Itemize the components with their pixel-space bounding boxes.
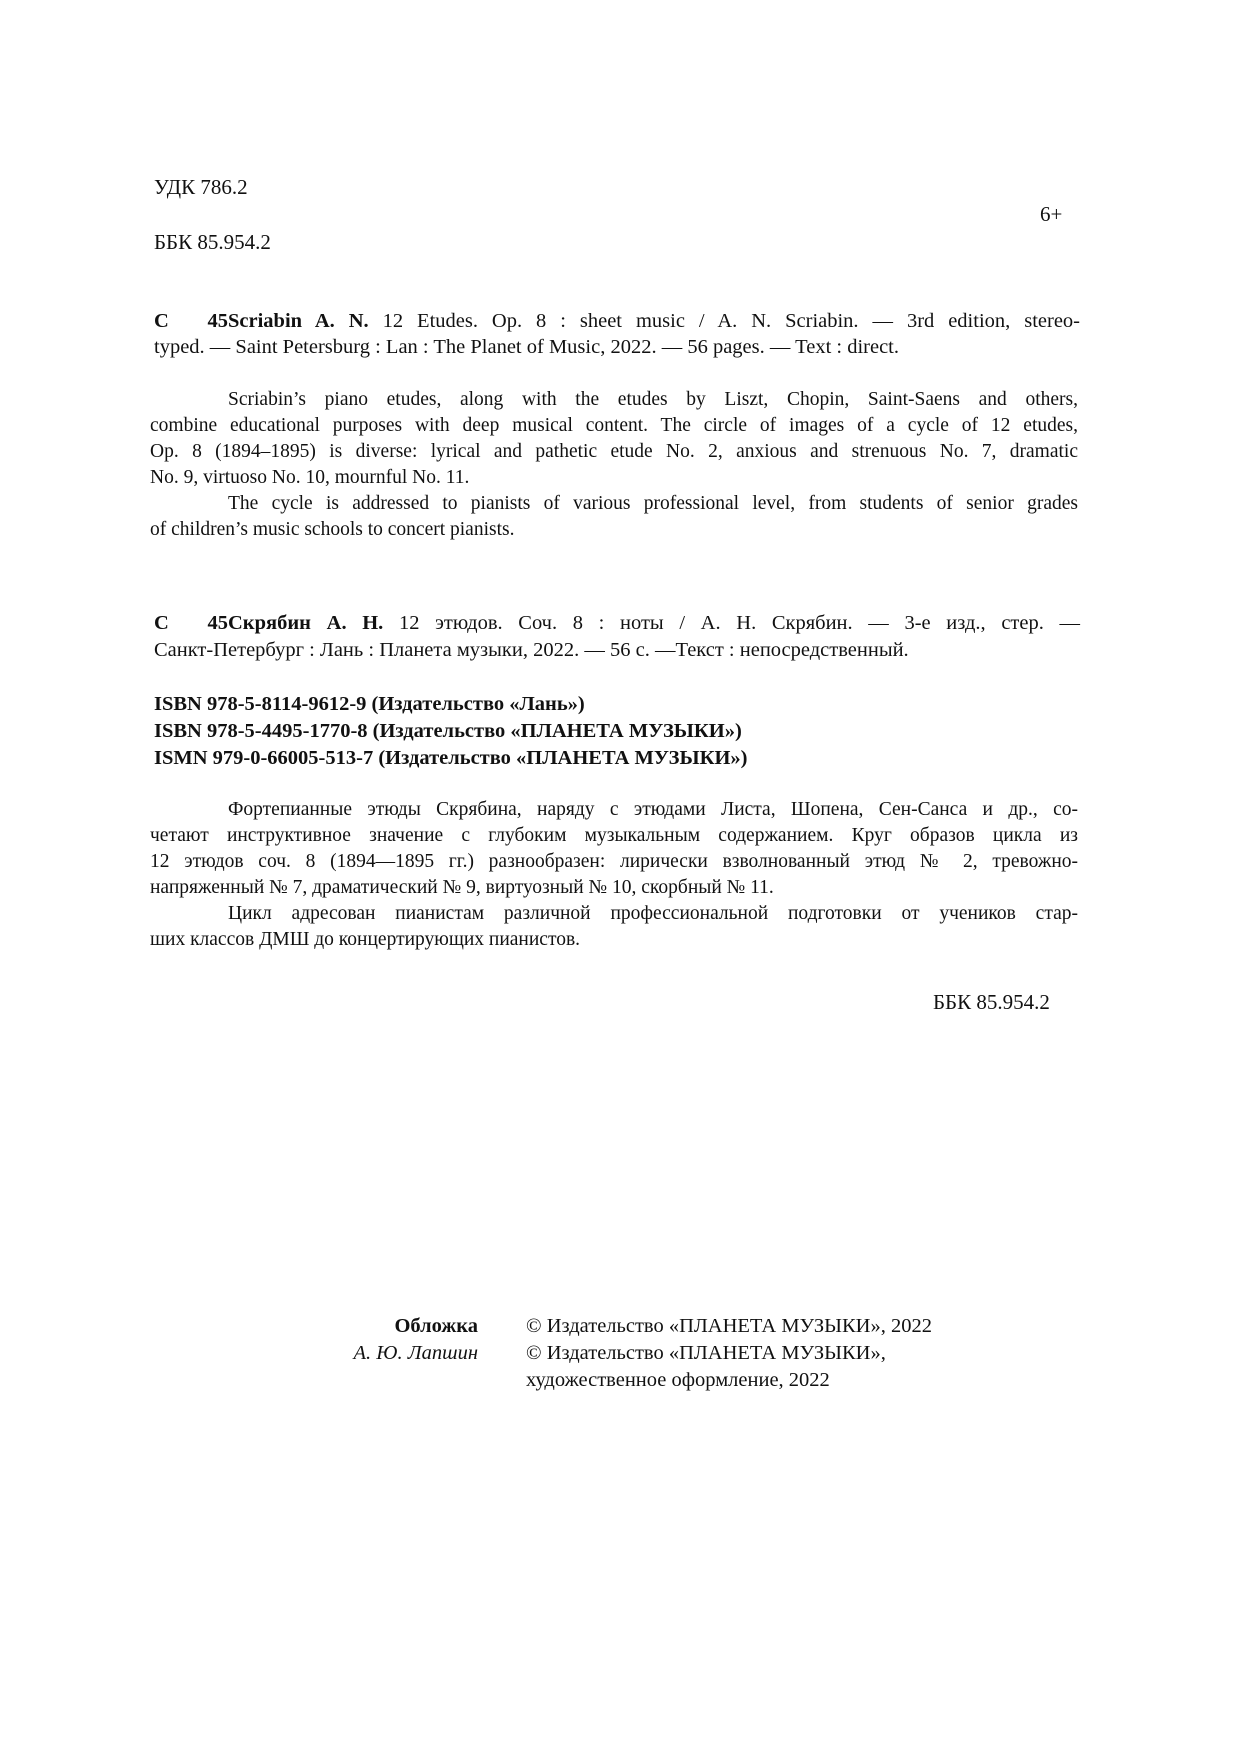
abstract-line: ших классов ДМШ до концертирующих пианистов. (150, 929, 581, 950)
copyright-line: художественное оформление, 2022 (526, 1369, 830, 1391)
abstract-line: No. 9, virtuoso No. 10, mournful No. 11. (150, 467, 470, 488)
abstract-line: Op. 8 (1894–1895) is diverse: lyrical and pathetic etude No. 2, anxious and strenuous No. 7, dramatic (150, 441, 1078, 462)
russian-author-mark: С 45 (154, 612, 228, 634)
english-author: Scriabin A. N. (228, 310, 369, 332)
abstract-line: Цикл адресован пианистам различной профессиональной подготовки от учеников стар- (228, 903, 1078, 924)
abstract-line: 12 этюдов соч. 8 (1894—1895 гг.) разнообразен: лирически взволнованный этюд № 2, тревожно- (150, 851, 1078, 872)
udk-code: УДК 786.2 (154, 175, 248, 199)
copyright-line: © Издательство «ПЛАНЕТА МУЗЫКИ», 2022 (526, 1315, 932, 1337)
english-abstract (150, 387, 1078, 543)
copyright-line: © Издательство «ПЛАНЕТА МУЗЫКИ», (526, 1342, 886, 1364)
age-rating: 6+ (1040, 202, 1063, 226)
cover-label: Обложка (394, 1315, 478, 1337)
cover-artist: А. Ю. Лапшин (353, 1342, 478, 1364)
abstract-line: Фортепианные этюды Скрябина, наряду с этюдами Листа, Шопена, Сен-Санса и др., со- (228, 799, 1078, 820)
isbn-lan: ISBN 978-5-8114-9612-9 (Издательство «Лань») (154, 693, 585, 715)
russian-title: 12 этюдов. Соч. 8 : ноты / А. Н. Скрябин. — 3-е изд., стер. — (383, 612, 1081, 634)
russian-record-line-2: Санкт-Петербург : Лань : Планета музыки, 2022. — 56 с. —Текст : непосредственный. (154, 639, 909, 661)
russian-record-line-1 (154, 612, 1080, 635)
abstract-line: combine educational purposes with deep musical content. The circle of images of a cycle of 12 etudes, (150, 415, 1078, 436)
russian-author: Скрябин А. Н. (228, 612, 384, 634)
abstract-line: напряженный № 7, драматический № 9, виртуозный № 10, скорбный № 11. (150, 877, 774, 898)
english-record-line-2: typed. — Saint Petersburg : Lan : The Planet of Music, 2022. — 56 pages. — Text : direct. (154, 336, 899, 358)
bbk-code-bottom: ББК 85.954.2 (933, 990, 1050, 1014)
bbk-code: ББК 85.954.2 (154, 230, 271, 254)
russian-abstract (150, 797, 1078, 953)
ismn-planet: ISMN 979-0-66005-513-7 (Издательство «ПЛАНЕТА МУЗЫКИ») (154, 747, 748, 769)
abstract-line: The cycle is addressed to pianists of various professional level, from students of senior grades (228, 493, 1078, 514)
isbn-planet: ISBN 978-5-4495-1770-8 (Издательство «ПЛАНЕТА МУЗЫКИ») (154, 720, 742, 742)
english-title: 12 Etudes. Op. 8 : sheet music / A. N. Scriabin. — 3rd edition, stereo- (368, 310, 1080, 332)
english-author-mark: С 45 (154, 310, 228, 332)
abstract-line: of children’s music schools to concert pianists. (150, 519, 515, 540)
abstract-line: четают инструктивное значение с глубоким музыкальным содержанием. Круг образов цикла из (150, 825, 1078, 846)
english-record-line-1 (154, 310, 1080, 333)
abstract-line: Scriabin’s piano etudes, along with the etudes by Liszt, Chopin, Saint-Saens and others, (228, 389, 1078, 410)
